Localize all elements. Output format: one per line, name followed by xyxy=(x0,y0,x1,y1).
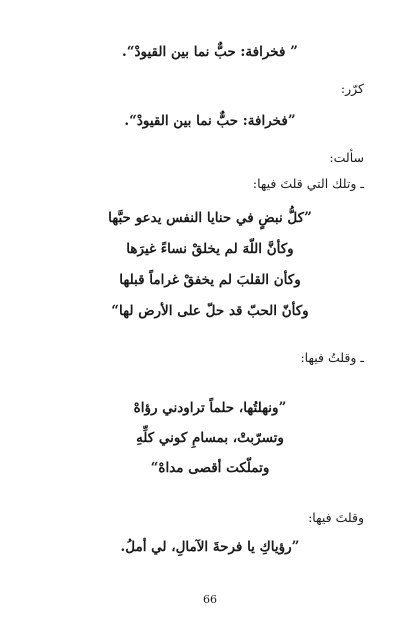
dialogue-line: سألت: xyxy=(329,150,364,165)
poem-line: ”فخرافة: حبٌّ نما بين القيودْ“. xyxy=(124,113,296,129)
poem-line: ”ونهلتُها، حلماً تراودني رؤاهْ xyxy=(133,400,287,416)
page-number: 66 xyxy=(203,593,217,606)
poem-line: وكأنَّ اللّهَ لم يخلقْ نساءً غيرَها xyxy=(126,241,294,257)
poem-line: ” فخرافة: حبٌّ نما بين القيودْ“. xyxy=(122,44,298,60)
dialogue-line: كرّر: xyxy=(340,81,364,96)
poem-line: وتملّكت أقصى مداهْ“ xyxy=(150,460,270,476)
dialogue-line: ـ وقلتُ فيها: xyxy=(300,350,364,365)
poem-line: ”كلُّ نبضٍ في حنايا النفس يدعو حبَّها xyxy=(108,210,312,226)
poem-line: ”رؤياكِ يا فرحةَ الآمالِ، لي أملُ. xyxy=(120,539,300,555)
poem-line: وتسرّبتْ، بمسامِ كوني كلِّهِ xyxy=(136,430,284,446)
poem-line: وكأن القلبَ لم يخفقْ غراماً قبلها xyxy=(119,272,301,288)
poem-line: وكأنّ الحبّ قد حلّ على الأرض لها“ xyxy=(111,303,309,319)
dialogue-line: ـ وتلك التي قلتَ فيها: xyxy=(252,176,364,191)
dialogue-line: وقلتَ فيها: xyxy=(308,510,364,525)
